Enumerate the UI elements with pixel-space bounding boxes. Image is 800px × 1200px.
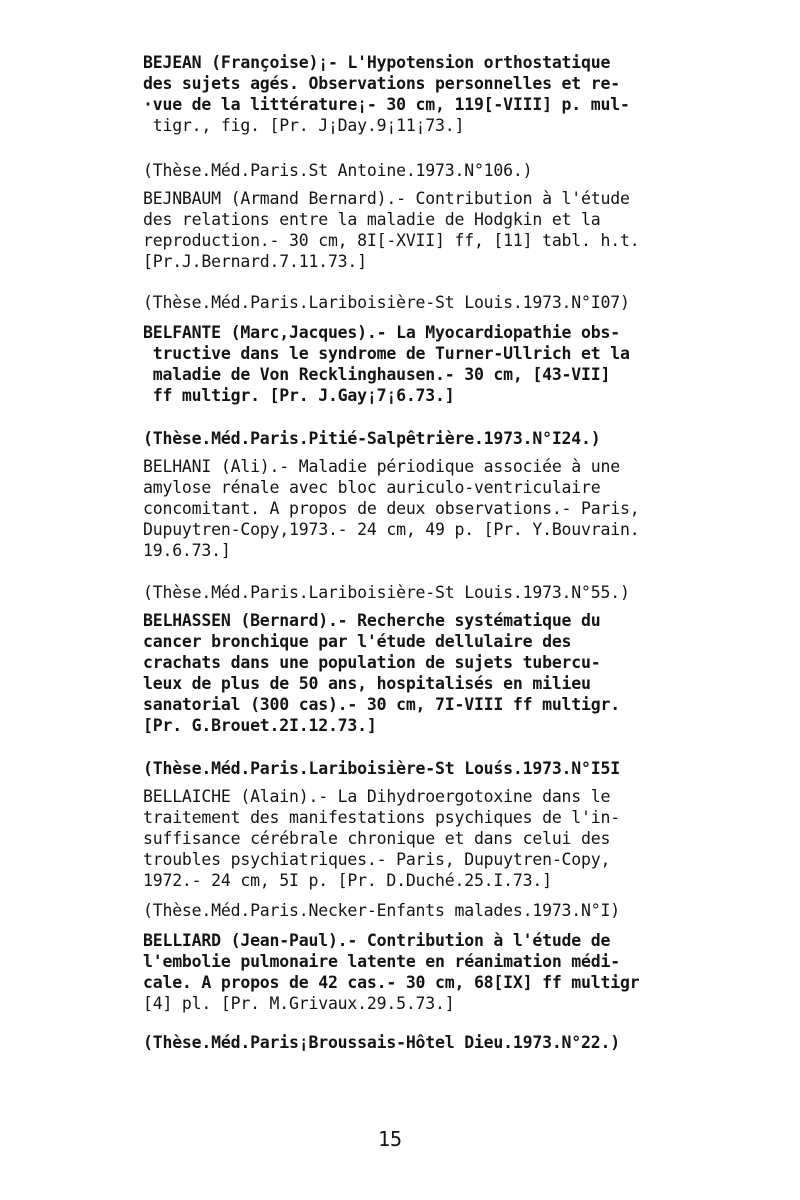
entry-line: ff multigr. [Pr. J.Gay¡7¡6.73.] — [143, 386, 455, 405]
entry-line: [Pr.J.Bernard.7.11.73.] — [143, 252, 367, 271]
entry-line: concomitant. A propos de deux observations.- Paris, — [143, 499, 640, 518]
entry-line: tructive dans le syndrome de Turner-Ullrich et la — [143, 344, 630, 363]
entry-line: sanatorial (300 cas).- 30 cm, 7I-VIII ff multigr. — [143, 695, 620, 714]
entry-line: Dupuytren-Copy,1973.- 24 cm, 49 p. [Pr. Y.Bouvrain. — [143, 520, 640, 539]
entry-line: BELLIARD (Jean-Paul).- Contribution à l'étude de — [143, 931, 611, 950]
bibliography-entry — [143, 52, 683, 136]
entry-line: tigr., fig. [Pr. J¡Day.9¡11¡73.] — [143, 116, 465, 135]
thesis-note: (Thèse.Méd.Paris.Lariboisière-St Louis.1973.N°55.) — [143, 583, 630, 602]
entry-line: [Pr. G.Brouet.2I.12.73.] — [143, 716, 377, 735]
entry-line: [4] pl. [Pr. M.Grivaux.29.5.73.] — [143, 994, 455, 1013]
thesis-note: (Thèse.Méd.Paris.Pitié-Salpêtrière.1973.N°I24.) — [143, 429, 601, 448]
entry-line: 19.6.73.] — [143, 541, 231, 560]
entry-line: reproduction.- 30 cm, 8I[-XVII] ff, [11] tabl. h.t. — [143, 231, 640, 250]
entry-line: maladie de Von Recklinghausen.- 30 cm, [43-VII] — [143, 365, 611, 384]
bibliography-entry — [143, 322, 683, 406]
entry-line: ·vue de la littérature¡- 30 cm, 119[-VIII] p. mul- — [143, 95, 630, 114]
thesis-note: (Thèse.Méd.Paris.Lariboisière-St Louis.1973.N°I07) — [143, 293, 630, 312]
entry-line: cale. A propos de 42 cas.- 30 cm, 68[IX] ff multigr — [143, 973, 640, 992]
entry-line: amylose rénale avec bloc auriculo-ventriculaire — [143, 478, 601, 497]
page-number: 15 — [378, 1127, 403, 1151]
thesis-note: (Thèse.Méd.Paris.Necker-Enfants malades.1973.N°I) — [143, 901, 620, 920]
entry-line: suffisance cérébrale chronique et dans celui des — [143, 829, 611, 848]
entry-line: BELHANI (Ali).- Maladie périodique associée à une — [143, 457, 620, 476]
bibliography-entry — [143, 930, 683, 1014]
entry-line: troubles psychiatriques.- Paris, Dupuytren-Copy, — [143, 850, 611, 869]
thesis-note: (Thèse.Méd.Paris.Lariboisière-St Louśs.1973.N°I5I — [143, 759, 620, 778]
bibliography-entry — [143, 188, 683, 272]
entry-line: leux de plus de 50 ans, hospitalisés en milieu — [143, 674, 591, 693]
bibliography-entry — [143, 786, 683, 891]
entry-line: BEJEAN (Françoise)¡- L'Hypotension orthostatique — [143, 53, 611, 72]
entry-line: traitement des manifestations psychiques de l'in- — [143, 808, 620, 827]
entry-line: des sujets agés. Observations personnelles et re- — [143, 74, 620, 93]
bibliography-entry — [143, 610, 683, 736]
entry-line: BELHASSEN (Bernard).- Recherche systématique du — [143, 611, 601, 630]
thesis-note: (Thèse.Méd.Paris¡Broussais-Hôtel Dieu.1973.N°22.) — [143, 1033, 620, 1052]
entry-line: l'embolie pulmonaire latente en réanimation médi- — [143, 952, 620, 971]
entry-line: 1972.- 24 cm, 5I p. [Pr. D.Duché.25.I.73.] — [143, 871, 552, 890]
entry-line: cancer bronchique par l'étude dellulaire des — [143, 632, 572, 651]
entry-line: BELFANTE (Marc,Jacques).- La Myocardiopathie obs- — [143, 323, 620, 342]
thesis-note: (Thèse.Méd.Paris.St Antoine.1973.N°106.) — [143, 161, 533, 180]
bibliography-entry — [143, 456, 683, 561]
entry-line: BELLAICHE (Alain).- La Dihydroergotoxine dans le — [143, 787, 611, 806]
entry-line: des relations entre la maladie de Hodgkin et la — [143, 210, 601, 229]
entry-line: BEJNBAUM (Armand Bernard).- Contribution à l'étude — [143, 189, 630, 208]
entry-line: crachats dans une population de sujets tubercu- — [143, 653, 601, 672]
